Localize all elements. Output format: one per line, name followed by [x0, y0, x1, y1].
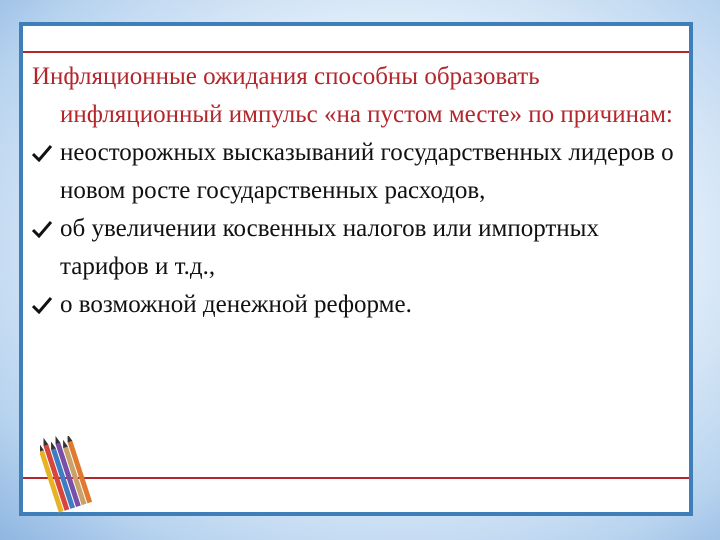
checkmark-icon [32, 144, 52, 162]
bullet-text: неосторожных высказываний государственных лидеров о новом росте государственных расходов, [60, 139, 674, 204]
intro-paragraph: Инфляционные ожидания способны образовать инфляционный импульс «на пустом месте» по причинам: [32, 63, 673, 128]
slide-text [32, 58, 692, 324]
bullet-item [32, 286, 692, 324]
colored-pencils-icon [40, 436, 96, 516]
checkmark-icon [32, 220, 52, 238]
bullet-item [32, 210, 692, 286]
bullet-list [32, 134, 692, 324]
bullet-item [32, 134, 692, 210]
bullet-text: о возможной денежной реформе. [60, 291, 412, 318]
bullet-text: об увеличении косвенных налогов или импортных тарифов и т.д., [60, 215, 599, 280]
checkmark-icon [32, 296, 52, 314]
